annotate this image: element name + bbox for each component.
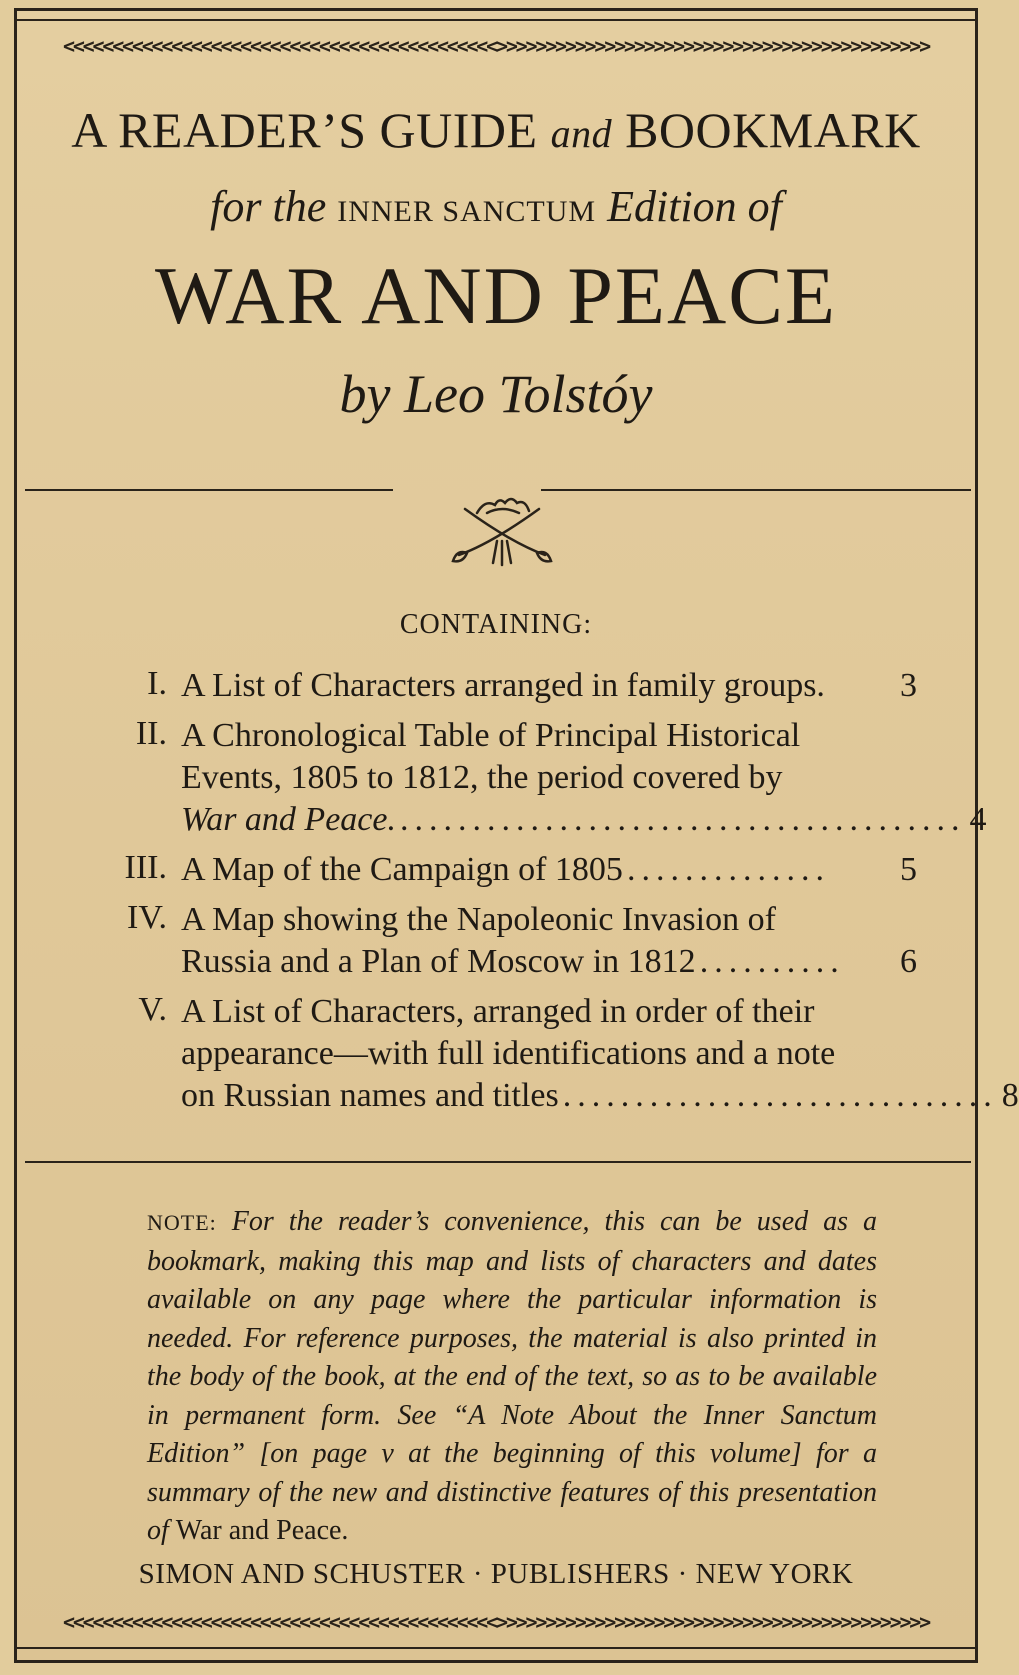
contents-item-page: 5 xyxy=(900,851,917,888)
contents-item-5: V. A List of Characters, arranged in order of their appearance—with full identifications and a note on Russian names and titles .............................. 8 xyxy=(77,991,917,1117)
title-line1-and: and xyxy=(550,111,613,156)
contents-item-number: V. xyxy=(138,991,167,1028)
contents-item-text: on Russian names and titles xyxy=(181,1077,559,1114)
divider-right xyxy=(541,489,971,491)
edition-line-a: for the xyxy=(210,182,327,231)
contents-item-text: War and Peace. xyxy=(181,801,396,838)
edition-line xyxy=(17,181,975,232)
contents-item-page: 8 xyxy=(1001,1077,1019,1114)
contents-item-4: IV. A Map showing the Napoleonic Invasion of Russia and a Plan of Moscow in 1812 .......... 6 xyxy=(77,899,917,983)
contents-item-text: A List of Characters, arranged in order of their xyxy=(181,993,815,1030)
contents-item-text: A Map showing the Napoleonic Invasion of xyxy=(181,901,776,938)
contents-item-number: III. xyxy=(124,849,167,886)
bottom-rule xyxy=(17,1647,975,1649)
contents-item-page: 6 xyxy=(900,943,917,980)
note-text: For the reader’s convenience, this can be used as a bookmark, making this map and lists of characters and dates available on any page where the particular information is needed. For reference purposes, the material is also printed in the body of the book, at the end of the text, so as to be available in permanent form. See “A Note About the Inner Sanctum Edition” [on page v at the beginning of this volume] for a summary of the new and distinctive features of this presentation of xyxy=(147,1206,878,1546)
title-line1-b: BOOKMARK xyxy=(625,102,921,158)
contents-item-number: II. xyxy=(135,715,167,752)
note-paragraph xyxy=(147,1203,877,1551)
contents-item-text: A Map of the Campaign of 1805 xyxy=(181,851,623,888)
publisher-line: SIMON AND SCHUSTER · PUBLISHERS · NEW YORK xyxy=(138,1558,854,1590)
bottom-border-ornament: <<<<<<<<<<<<<<<<<<<<<<<<<<<<<<<<<<<<<<<<<<<<>>>>>>>>>>>>>>>>>>>>>>>>>>>>>>>>>>>>>>>>>>>> xyxy=(62,1610,929,1634)
contents-item-page: 4 xyxy=(969,801,987,838)
title-line1-a: A READER’S GUIDE xyxy=(71,102,538,158)
contents-item-text: appearance—with full identifications and a note xyxy=(181,1035,836,1072)
guide-title xyxy=(17,101,975,159)
contents-list xyxy=(77,665,1019,1125)
top-rule xyxy=(17,19,975,21)
contents-item-1 xyxy=(77,665,917,707)
contents-heading: CONTAINING: xyxy=(399,609,593,640)
contents-item-text: A Chronological Table of Principal Historical xyxy=(181,717,801,754)
top-border-ornament: <<<<<<<<<<<<<<<<<<<<<<<<<<<<<<<<<<<<<<<<<<<<>>>>>>>>>>>>>>>>>>>>>>>>>>>>>>>>>>>>>>>>>>>> xyxy=(62,34,929,58)
bookmark-card xyxy=(14,8,1019,1663)
contents-item-number: IV. xyxy=(127,899,167,936)
contents-item-3: III. A Map of the Campaign of 1805 .............. 5 xyxy=(77,849,917,891)
edition-line-smallcaps: INNER SANCTUM xyxy=(337,195,597,228)
contents-item-2: II. A Chronological Table of Principal Historical Events, 1805 to 1812, the period covered by War and Peace. ....................................... 4 xyxy=(77,715,917,841)
crossed-sabres-laurel-icon xyxy=(447,491,557,571)
note-divider xyxy=(25,1161,971,1163)
contents-item-text: Events, 1805 to 1812, the period covered by xyxy=(181,759,783,796)
note-label: NOTE: xyxy=(147,1210,217,1235)
contents-item-page: 3 xyxy=(900,667,917,704)
contents-item-number: I. xyxy=(147,665,167,702)
contents-item-text: A List of Characters arranged in family groups. xyxy=(181,667,825,704)
divider-left xyxy=(25,489,393,491)
author-line: by Leo Tolstóy xyxy=(339,364,653,424)
book-title: WAR AND PEACE xyxy=(154,250,838,341)
edition-line-b: Edition of xyxy=(607,182,782,231)
contents-item-text: Russia and a Plan of Moscow in 1812 xyxy=(181,943,696,980)
note-title: War and Peace. xyxy=(175,1515,349,1546)
